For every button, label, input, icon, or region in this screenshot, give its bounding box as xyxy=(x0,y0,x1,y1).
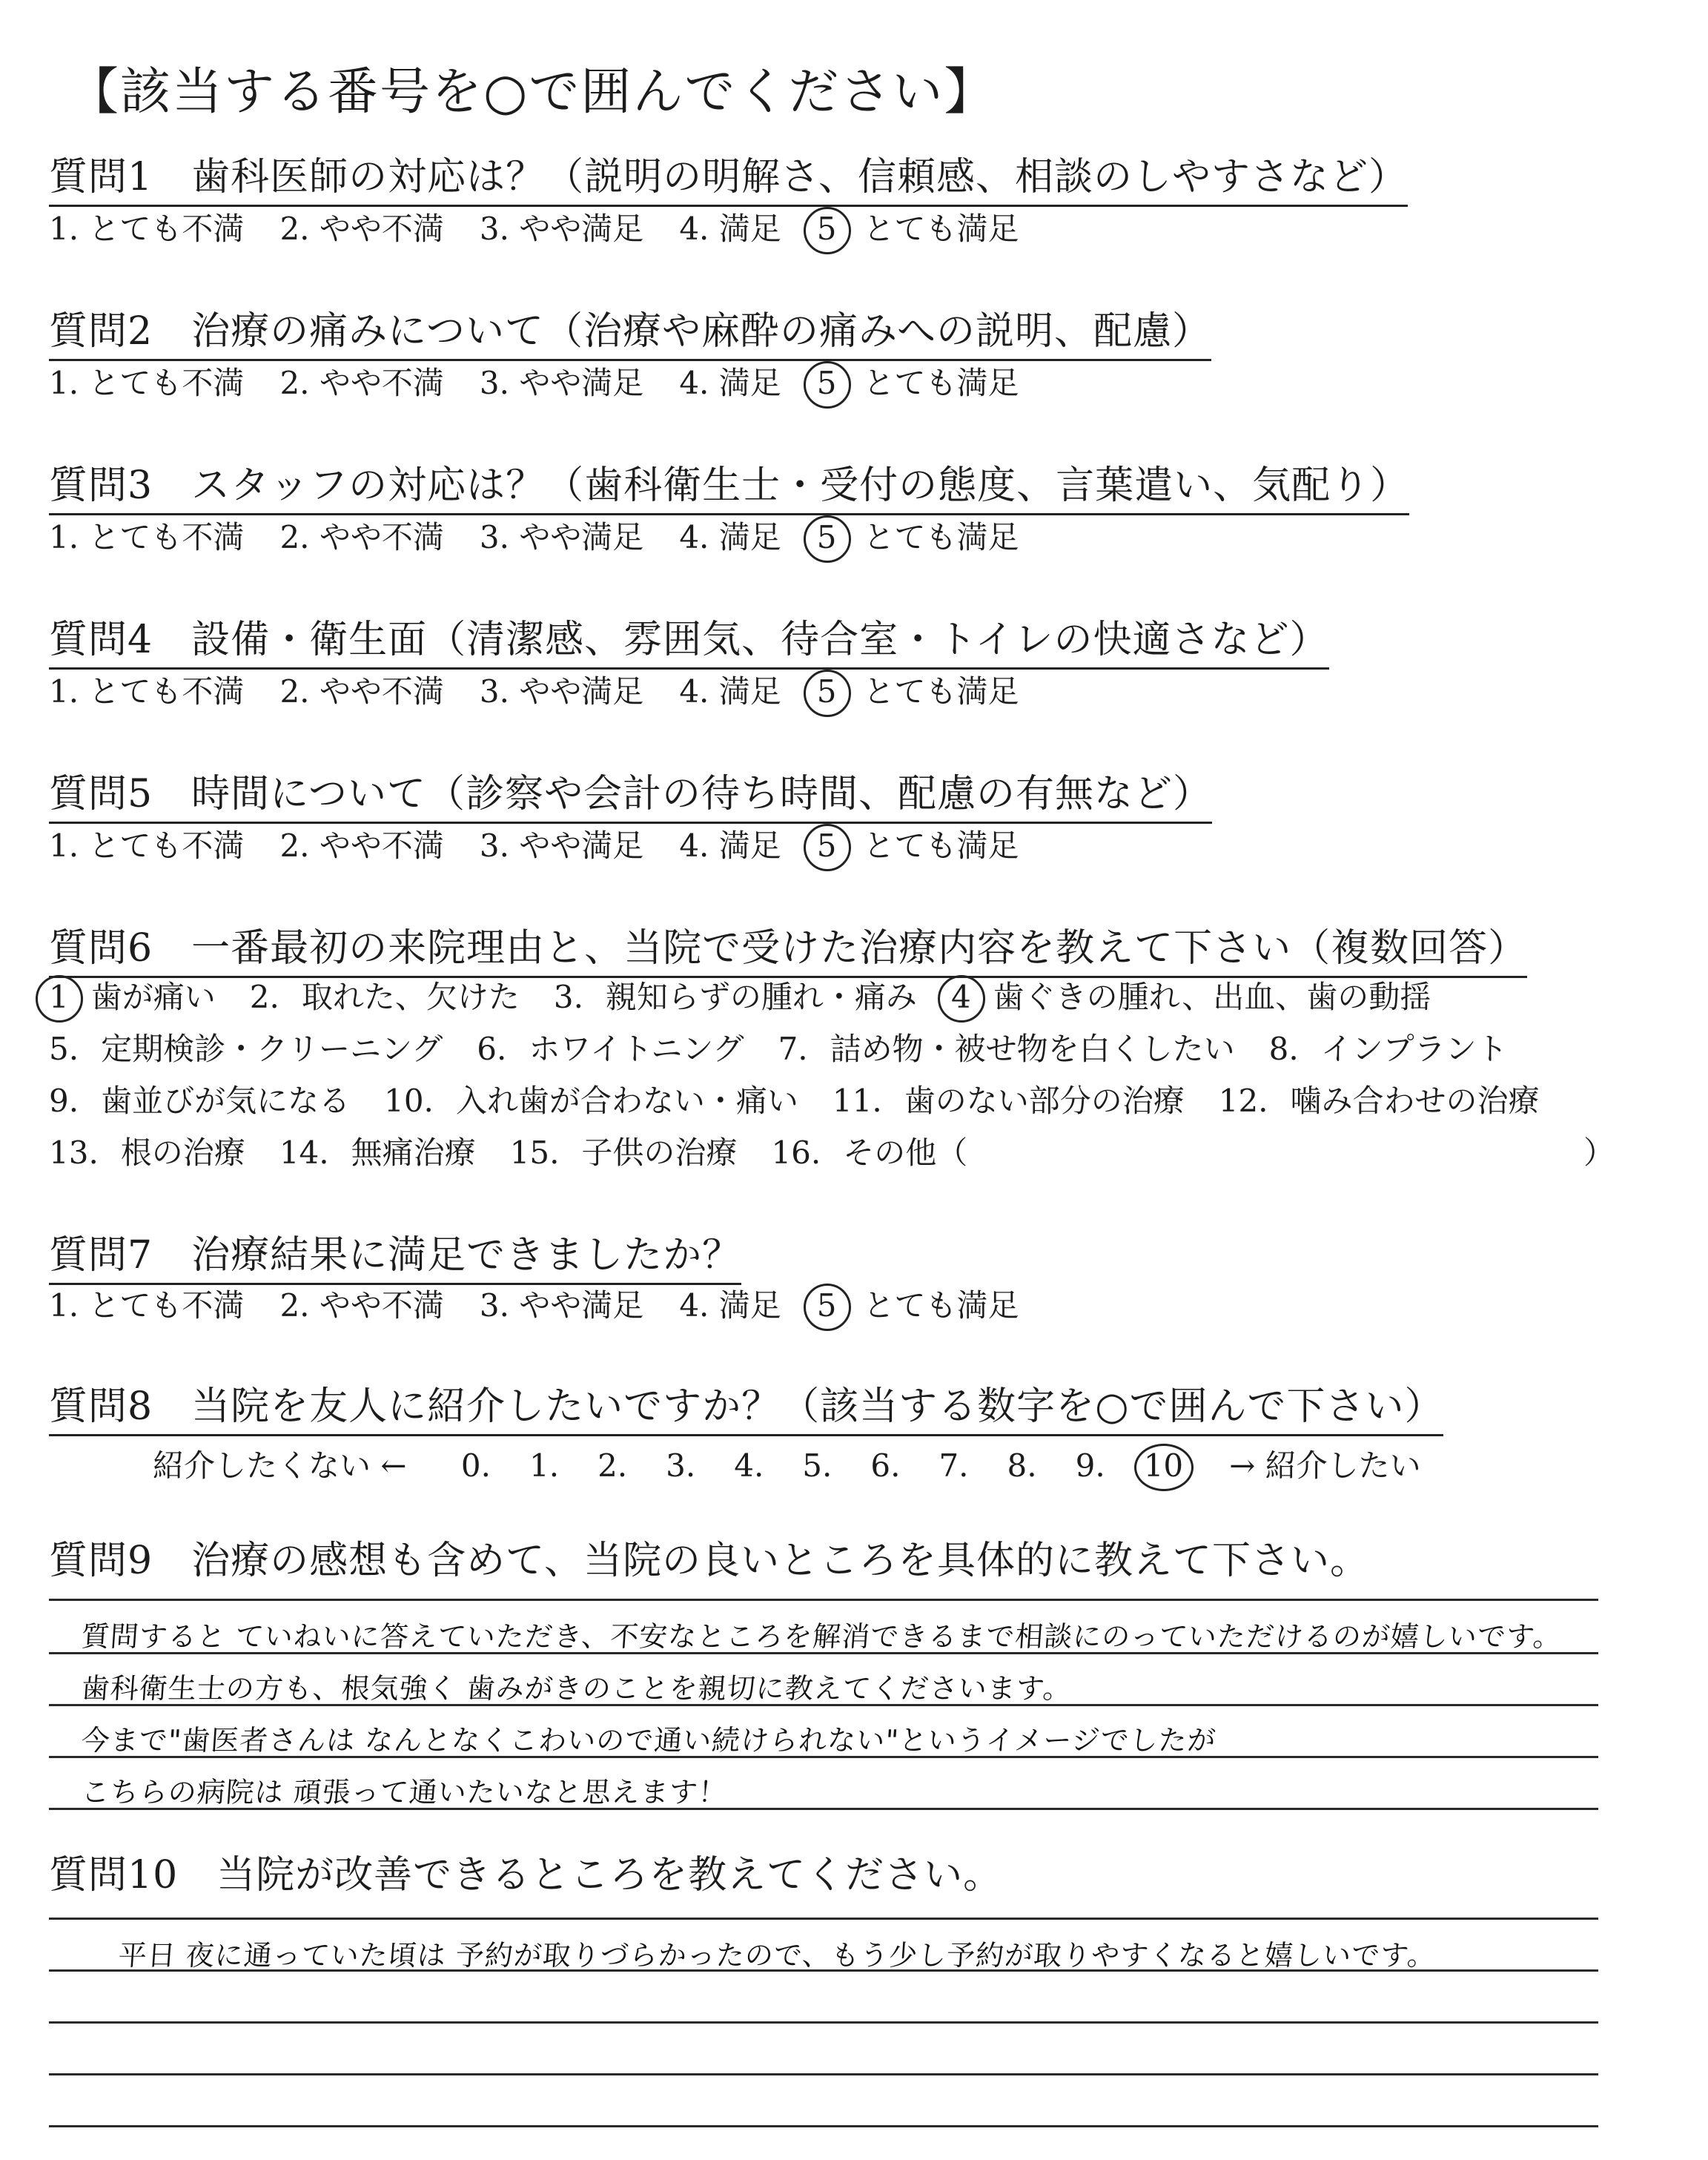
q10-number: 質問10 xyxy=(49,1853,179,1898)
q3-option-4[interactable]: 4. 満足 xyxy=(679,519,781,555)
answer-rule-line xyxy=(49,1599,1598,1601)
q6-option-label: その他（ xyxy=(843,1135,968,1171)
q2-option-5-label: とても満足 xyxy=(863,365,1019,401)
q2-option-3[interactable]: 3. やや満足 xyxy=(479,365,644,401)
q8-scale xyxy=(153,1441,1421,1486)
q6-option-label: 歯のない部分の治療 xyxy=(904,1083,1185,1119)
q1-option-5[interactable] xyxy=(817,211,1019,248)
handwritten-answer-line: 歯科衛生士の方も、根気強く 歯みがきのことを親切に教えてくださいます。 xyxy=(80,1672,1073,1705)
q6-option-number: 14. xyxy=(279,1135,329,1171)
q3-option-3[interactable]: 3. やや満足 xyxy=(479,519,644,555)
q8-scale-2[interactable]: 2. xyxy=(598,1447,628,1484)
selection-circle xyxy=(804,515,851,563)
q1-option-3[interactable]: 3. やや満足 xyxy=(479,211,644,247)
q2-number: 質問2 xyxy=(49,309,153,354)
q8-scale-5[interactable]: 5. xyxy=(802,1447,833,1484)
selection-circle xyxy=(804,670,851,717)
q6-option-number: 2. xyxy=(249,979,279,1015)
handwritten-answer-line: こちらの病院は 頑張って通いたいなと思えます！ xyxy=(80,1776,729,1809)
q8-right-label: → 紹介したい xyxy=(1229,1447,1421,1484)
q6-option-10[interactable] xyxy=(384,1083,798,1120)
q6-row xyxy=(49,1083,1574,1120)
q5-options xyxy=(49,828,1019,865)
selection-circle xyxy=(804,207,851,254)
q6-option-label: 定期検診・クリーニング xyxy=(101,1031,443,1067)
q1-options xyxy=(49,211,1019,248)
q6-option-label: 歯並びが気になる xyxy=(101,1083,351,1119)
q8-text: 当院を友人に紹介したいですか？（該当する数字を○で囲んで下さい） xyxy=(191,1384,1444,1429)
q6-option-2[interactable] xyxy=(250,979,520,1016)
q4-text: 設備・衛生面（清潔感、雰囲気、待合室・トイレの快適さなど） xyxy=(191,618,1329,662)
q6-option-number: 9. xyxy=(49,1083,79,1119)
q8-scale-3[interactable]: 3. xyxy=(666,1447,696,1484)
q2-option-5-number: 5 xyxy=(817,365,837,402)
q5-option-5-number: 5 xyxy=(817,828,837,865)
q6-option-4[interactable] xyxy=(951,979,1431,1016)
q6-option-9[interactable] xyxy=(49,1083,350,1120)
q4-option-4[interactable]: 4. 満足 xyxy=(679,673,781,710)
q3-option-2[interactable]: 2. やや不満 xyxy=(279,519,444,555)
q1-option-5-number: 5 xyxy=(817,211,837,248)
q10-text: 当院が改善できるところを教えてください。 xyxy=(216,1853,1003,1898)
answer-rule-line xyxy=(49,2125,1598,2127)
q1-option-2[interactable]: 2. やや不満 xyxy=(279,211,444,247)
q6-option-label: ホワイトニング xyxy=(529,1031,744,1067)
q6-option-label: 親知らずの腫れ・痛み xyxy=(605,979,917,1015)
q2-option-2[interactable]: 2. やや不満 xyxy=(279,365,444,401)
q6-option-5[interactable] xyxy=(49,1031,443,1068)
q2-option-4[interactable]: 4. 満足 xyxy=(679,365,781,401)
q5-title xyxy=(49,771,1212,824)
q6-option-label: 取れた、欠けた xyxy=(301,979,520,1015)
q6-option-number: 3. xyxy=(553,979,583,1015)
q6-option-11[interactable] xyxy=(833,1083,1185,1120)
q6-option-7[interactable] xyxy=(778,1031,1235,1068)
q6-option-12[interactable] xyxy=(1219,1083,1540,1120)
q2-option-5[interactable] xyxy=(817,365,1019,402)
q6-row xyxy=(49,979,1465,1016)
q7-option-5[interactable] xyxy=(817,1287,1019,1324)
q6-option-number: 11. xyxy=(832,1083,882,1119)
q6-option-label: 無痛治療 xyxy=(351,1135,476,1171)
answer-rule-line xyxy=(49,1918,1598,1920)
q6-option-number: 4 xyxy=(951,979,971,1016)
q9-title xyxy=(49,1538,1369,1588)
q6-option-label: 詰め物・被せ物を白くしたい xyxy=(830,1031,1235,1067)
q6-option-number: 8. xyxy=(1268,1031,1299,1067)
handwritten-answer-line: 質問すると ていねいに答えていただき、不安なところを解消できるまで相談にのっていただけるのが嬉しいです。 xyxy=(80,1620,1563,1653)
q1-text: 歯科医師の対応は？（説明の明解さ、信頼感、相談のしやすさなど） xyxy=(191,155,1409,199)
handwritten-answer-line: 平日 夜に通っていた頃は 予約が取りづらかったので、もう少し予約が取りやすくなると嬉しいです。 xyxy=(117,1939,1437,1972)
q8-scale-10[interactable]: 10 xyxy=(1144,1447,1183,1484)
q5-option-1[interactable]: 1. とても不満 xyxy=(49,828,245,864)
q6-option-3[interactable] xyxy=(554,979,917,1016)
q6-option-number: 10. xyxy=(384,1083,434,1119)
q5-option-3[interactable]: 3. やや満足 xyxy=(479,828,644,864)
q7-option-5-label: とても満足 xyxy=(863,1287,1019,1324)
q6-other-close: ） xyxy=(1583,1135,1615,1171)
q6-option-label: 歯ぐきの腫れ、出血、歯の動揺 xyxy=(993,979,1431,1015)
q1-option-1[interactable]: 1. とても不満 xyxy=(49,211,245,247)
q1-number: 質問1 xyxy=(49,155,153,199)
q7-text: 治療結果に満足できましたか？ xyxy=(191,1233,742,1278)
q3-option-5-number: 5 xyxy=(817,519,837,556)
q6-option-14[interactable] xyxy=(279,1135,476,1172)
selection-circle xyxy=(1134,1444,1194,1491)
q5-number: 質問5 xyxy=(49,772,153,816)
q7-option-2[interactable]: 2. やや不満 xyxy=(279,1287,444,1324)
q5-option-2[interactable]: 2. やや不満 xyxy=(279,828,444,864)
q6-option-16[interactable] xyxy=(771,1135,967,1172)
q6-option-13[interactable] xyxy=(49,1135,245,1172)
q1-option-5-label: とても満足 xyxy=(863,211,1019,247)
q6-option-number: 12. xyxy=(1218,1083,1268,1119)
q4-option-2[interactable]: 2. やや不満 xyxy=(279,673,444,710)
q2-options xyxy=(49,365,1019,402)
q7-option-5-number: 5 xyxy=(817,1287,837,1324)
q5-option-5[interactable] xyxy=(817,828,1019,865)
q6-option-6[interactable] xyxy=(477,1031,744,1068)
q1-option-4[interactable]: 4. 満足 xyxy=(679,211,781,247)
q8-scale-1[interactable]: 1. xyxy=(529,1447,560,1484)
selection-circle xyxy=(804,1284,851,1331)
q3-number: 質問3 xyxy=(49,463,153,508)
q6-option-label: 噛み合わせの治療 xyxy=(1290,1083,1540,1119)
q5-text: 時間について（診察や会計の待ち時間、配慮の有無など） xyxy=(191,772,1213,816)
q6-option-number: 13. xyxy=(49,1135,99,1171)
answer-rule-line xyxy=(49,2021,1598,2024)
q2-option-1[interactable]: 1. とても不満 xyxy=(49,365,245,401)
q6-option-label: 根の治療 xyxy=(120,1135,245,1171)
q2-text: 治療の痛みについて（治療や麻酔の痛みへの説明、配慮） xyxy=(191,309,1212,354)
q7-option-4[interactable]: 4. 満足 xyxy=(679,1287,781,1324)
handwritten-answer-line: 今まで"歯医者さんは なんとなくこわいので通い続けられない"というイメージでしたが xyxy=(80,1724,1218,1757)
q1-title xyxy=(49,154,1408,207)
q3-options xyxy=(49,519,1019,556)
q6-text: 一番最初の来院理由と、当院で受けた治療内容を教えて下さい（複数回答） xyxy=(191,926,1528,971)
q6-option-label: 子供の治療 xyxy=(581,1135,738,1171)
selection-circle xyxy=(938,975,985,1023)
q4-option-5-label: とても満足 xyxy=(863,673,1019,710)
selection-circle xyxy=(36,975,83,1023)
q4-options xyxy=(49,673,1019,710)
q8-scale-8[interactable]: 8. xyxy=(1007,1447,1037,1484)
q6-option-number: 16. xyxy=(771,1135,821,1171)
q3-option-1[interactable]: 1. とても不満 xyxy=(49,519,245,555)
q8-scale-7[interactable]: 7. xyxy=(939,1447,969,1484)
q10-title xyxy=(49,1852,1002,1903)
q2-title xyxy=(49,308,1211,361)
q7-option-1[interactable]: 1. とても不満 xyxy=(49,1287,245,1324)
q6-option-1[interactable] xyxy=(49,979,216,1016)
q4-title xyxy=(49,617,1329,670)
q7-number: 質問7 xyxy=(49,1233,153,1278)
q9-number: 質問9 xyxy=(49,1539,153,1583)
selection-circle xyxy=(804,824,851,871)
q8-scale-9[interactable]: 9. xyxy=(1075,1447,1105,1484)
q6-option-number: 15. xyxy=(509,1135,560,1171)
page-title: 【該当する番号を○で囲んでください】 xyxy=(68,63,996,122)
q6-option-label: インプラント xyxy=(1320,1031,1508,1067)
q6-option-number: 5. xyxy=(49,1031,79,1067)
q4-option-5[interactable] xyxy=(817,673,1019,710)
q5-option-4[interactable]: 4. 満足 xyxy=(679,828,781,864)
answer-rule-line xyxy=(49,2073,1598,2075)
q8-scale-0[interactable]: 0. xyxy=(460,1447,491,1484)
q6-option-8[interactable] xyxy=(1269,1031,1508,1068)
q6-number: 質問6 xyxy=(49,926,153,971)
q8-title xyxy=(49,1384,1443,1436)
q7-options xyxy=(49,1287,1019,1324)
selection-circle xyxy=(804,361,851,409)
q7-title xyxy=(49,1232,741,1285)
q3-text: スタッフの対応は？（歯科衛生士・受付の態度、言葉遣い、気配り） xyxy=(191,463,1410,508)
q8-scale-4[interactable]: 4. xyxy=(734,1447,764,1484)
q3-title xyxy=(49,463,1409,515)
q3-option-5-label: とても満足 xyxy=(863,519,1019,555)
q6-option-label: 歯が痛い xyxy=(90,979,216,1015)
q9-text: 治療の感想も含めて、当院の良いところを具体的に教えて下さい。 xyxy=(191,1539,1370,1583)
q4-number: 質問4 xyxy=(49,618,153,662)
q5-option-5-label: とても満足 xyxy=(863,828,1019,864)
q4-option-1[interactable]: 1. とても不満 xyxy=(49,673,245,710)
q6-option-number: 1 xyxy=(49,979,69,1016)
q8-scale-6[interactable]: 6. xyxy=(870,1447,901,1484)
q3-option-5[interactable] xyxy=(817,519,1019,556)
q6-row xyxy=(49,1031,1542,1068)
q7-option-3[interactable]: 3. やや満足 xyxy=(479,1287,644,1324)
q8-left-label: 紹介したくない ← xyxy=(153,1447,407,1484)
q6-option-15[interactable] xyxy=(510,1135,738,1172)
q6-row xyxy=(49,1135,1615,1172)
q8-number: 質問8 xyxy=(49,1384,153,1429)
q6-option-label: 入れ歯が合わない・痛い xyxy=(455,1083,798,1119)
q6-option-number: 7. xyxy=(778,1031,808,1067)
q4-option-3[interactable]: 3. やや満足 xyxy=(479,673,644,710)
q6-option-number: 6. xyxy=(477,1031,507,1067)
q4-option-5-number: 5 xyxy=(817,673,837,710)
q6-title xyxy=(49,925,1527,978)
